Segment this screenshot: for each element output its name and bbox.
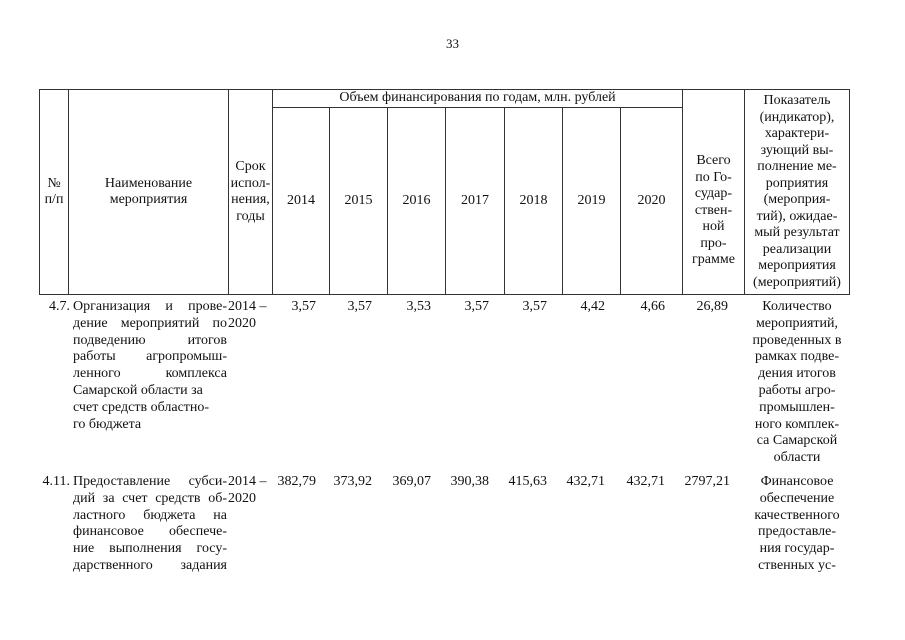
- value-2017: 3,57: [464, 299, 489, 314]
- row-number: 4.7.: [49, 299, 70, 314]
- header-year-2018: 2018: [519, 192, 548, 208]
- header-total: Всего по Го- судар- ствен- ной про- грамме: [692, 153, 735, 268]
- value-2019: 4,42: [580, 299, 605, 314]
- value-total: 26,89: [696, 299, 728, 314]
- header-num: № п/п: [44, 175, 64, 207]
- value-2016: 369,07: [392, 474, 431, 489]
- row-indicator: Финансовое обеспечение качественного предоставле- ния государ- ственных ус-: [754, 474, 840, 573]
- value-2016: 3,53: [406, 299, 431, 314]
- value-2017: 390,38: [450, 474, 489, 489]
- header-name: Наименование мероприятия: [104, 175, 193, 207]
- header-year-2016: 2016: [402, 192, 431, 208]
- row-term: 2014 – 2020: [228, 299, 267, 331]
- value-2014: 382,79: [277, 474, 316, 489]
- header-year-2014: 2014: [287, 192, 315, 208]
- header-year-2019: 2019: [577, 192, 606, 208]
- header-term: Срок испол- нения, годы: [230, 159, 271, 224]
- header-year-2020: 2020: [637, 192, 666, 208]
- row-name: Предоставление субси- дий за счет средств об- ластного бюджета на финансовое обеспече- ние выполнения госу- дарственного задания: [73, 474, 227, 573]
- page-number: 33: [446, 36, 459, 51]
- header-indicator: Показатель (индикатор), характери- зующий вы- полнение ме- роприятия (мероприя- тий), ожидае- мый результат реализации мероприятия (мероприятий): [753, 93, 841, 290]
- value-total: 2797,21: [684, 474, 730, 489]
- value-2015: 3,57: [347, 299, 372, 314]
- value-2014: 3,57: [291, 299, 316, 314]
- row-name: Организация и прове- дение мероприятий по подведению итогов работы агропромыш- ленного комплекса Самарской области за счет средств областно- го бюджета: [73, 299, 227, 432]
- row-indicator: Количество мероприятий, проведенных в рамках подве- дения итогов работы агро- промышлен- ного комплек- са Самарской области: [752, 299, 842, 466]
- value-2018: 415,63: [508, 474, 547, 489]
- value-2020: 4,66: [640, 299, 665, 314]
- value-2018: 3,57: [522, 299, 547, 314]
- header-year-2015: 2015: [344, 192, 373, 208]
- value-2020: 432,71: [626, 474, 665, 489]
- value-2015: 373,92: [333, 474, 372, 489]
- row-number: 4.11.: [42, 474, 70, 489]
- header-funding-group: Объем финансирования по годам, млн. рублей: [339, 90, 616, 106]
- value-2019: 432,71: [566, 474, 605, 489]
- row-term: 2014 – 2020: [228, 474, 267, 506]
- table-header: [39, 89, 850, 295]
- header-year-2017: 2017: [461, 192, 489, 208]
